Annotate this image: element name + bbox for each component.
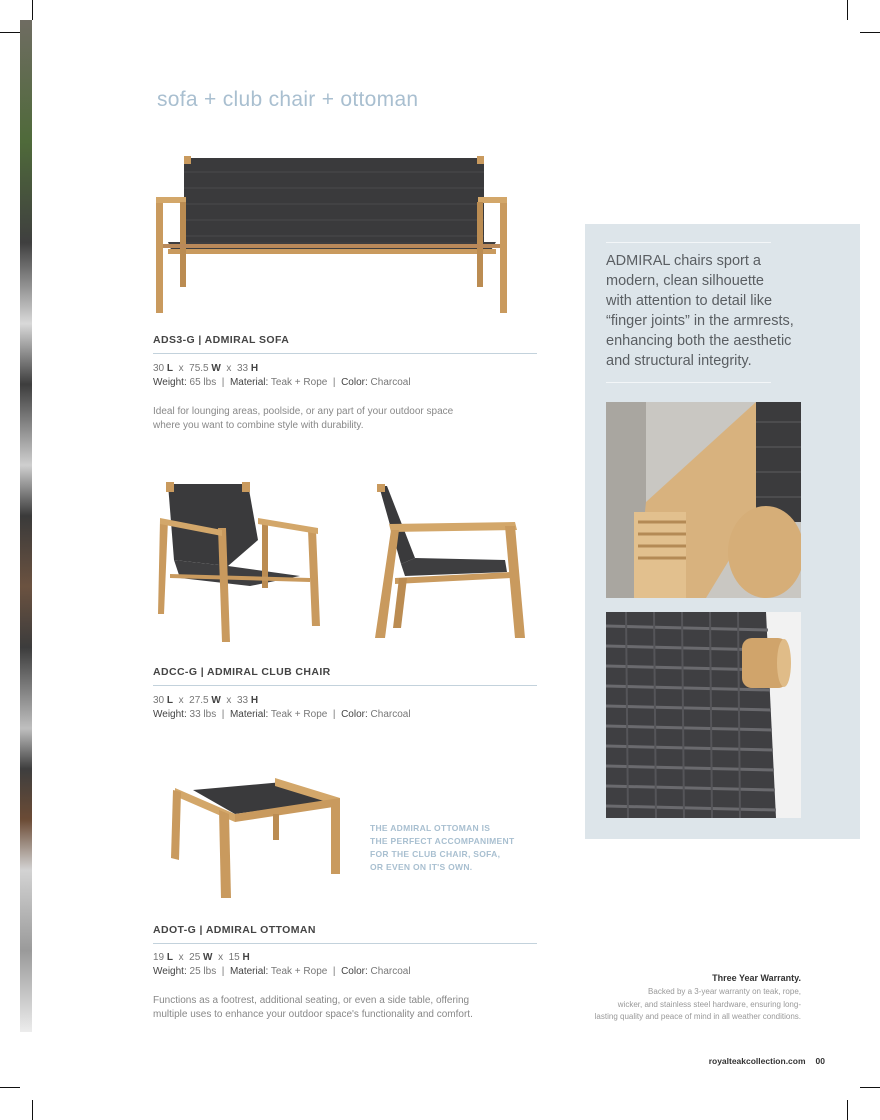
website-link[interactable]: royalteakcollection.com [708, 1056, 806, 1066]
product-description: Functions as a footrest, additional seating, or even a side table, offering multiple uses to enhance your outdoor space's functionality and comfort. [153, 995, 473, 1020]
crop-mark [32, 0, 33, 20]
divider [153, 353, 537, 354]
sofa-image [150, 152, 515, 317]
club-chair-front-image [150, 478, 330, 648]
divider [153, 685, 537, 686]
crop-mark [860, 1087, 880, 1088]
divider [153, 943, 537, 944]
crop-mark [32, 1100, 33, 1120]
club-chair-side-image [365, 478, 535, 643]
warranty-text: Backed by a 3-year warranty on teak, rope, wicker, and stainless steel hardware, ensuring long- lasting quality and peace of mind in all weather conditions. [594, 987, 801, 1021]
rope-weave-detail-photo [606, 612, 801, 818]
product-description: Ideal for lounging areas, poolside, or any part of your outdoor space where you want to combine style with durability. [153, 406, 454, 431]
attributes: Weight: 65 lbs | Material: Teak + Rope | Color: Charcoal [153, 377, 411, 388]
product-sku-title: ADOT-G | ADMIRAL OTTOMAN [153, 924, 316, 936]
product-specs [153, 951, 533, 979]
crop-mark [847, 1100, 848, 1120]
attributes: Weight: 33 lbs | Material: Teak + Rope | Color: Charcoal [153, 709, 411, 720]
dimensions: 30 L x 75.5 W x 33 H [153, 363, 259, 374]
product-sku-title: ADCC-G | ADMIRAL CLUB CHAIR [153, 666, 331, 678]
divider [606, 382, 771, 383]
ottoman-image [165, 770, 350, 905]
dimensions: 19 L x 25 W x 15 H [153, 952, 250, 963]
crop-mark [860, 32, 880, 33]
product-specs [153, 362, 533, 390]
page-number: 00 [815, 1056, 825, 1066]
page-footer [580, 1056, 825, 1066]
crop-mark [0, 32, 20, 33]
finger-joint-detail-photo [606, 402, 801, 598]
sidebar-text: ADMIRAL chairs sport a modern, clean silhouette with attention to detail like “finger joints” in the armrests, enhancing both the aesthetic and structural integrity. [606, 253, 794, 369]
product-specs [153, 694, 533, 722]
product-sku-title: ADS3-G | ADMIRAL SOFA [153, 334, 290, 346]
ottoman-callout: THE ADMIRAL OTTOMAN IS THE PERFECT ACCOMPANIMENT FOR THE CLUB CHAIR, SOFA, OR EVEN ON IT'S OWN. [370, 823, 515, 872]
attributes: Weight: 25 lbs | Material: Teak + Rope | Color: Charcoal [153, 966, 411, 977]
divider [606, 242, 771, 243]
dimensions: 30 L x 27.5 W x 33 H [153, 695, 259, 706]
crop-mark [0, 1087, 20, 1088]
adjacent-page-edge [20, 20, 32, 1032]
warranty-title: Three Year Warranty. [712, 973, 801, 983]
page-title: sofa + club chair + ottoman [157, 88, 419, 111]
crop-mark [847, 0, 848, 20]
